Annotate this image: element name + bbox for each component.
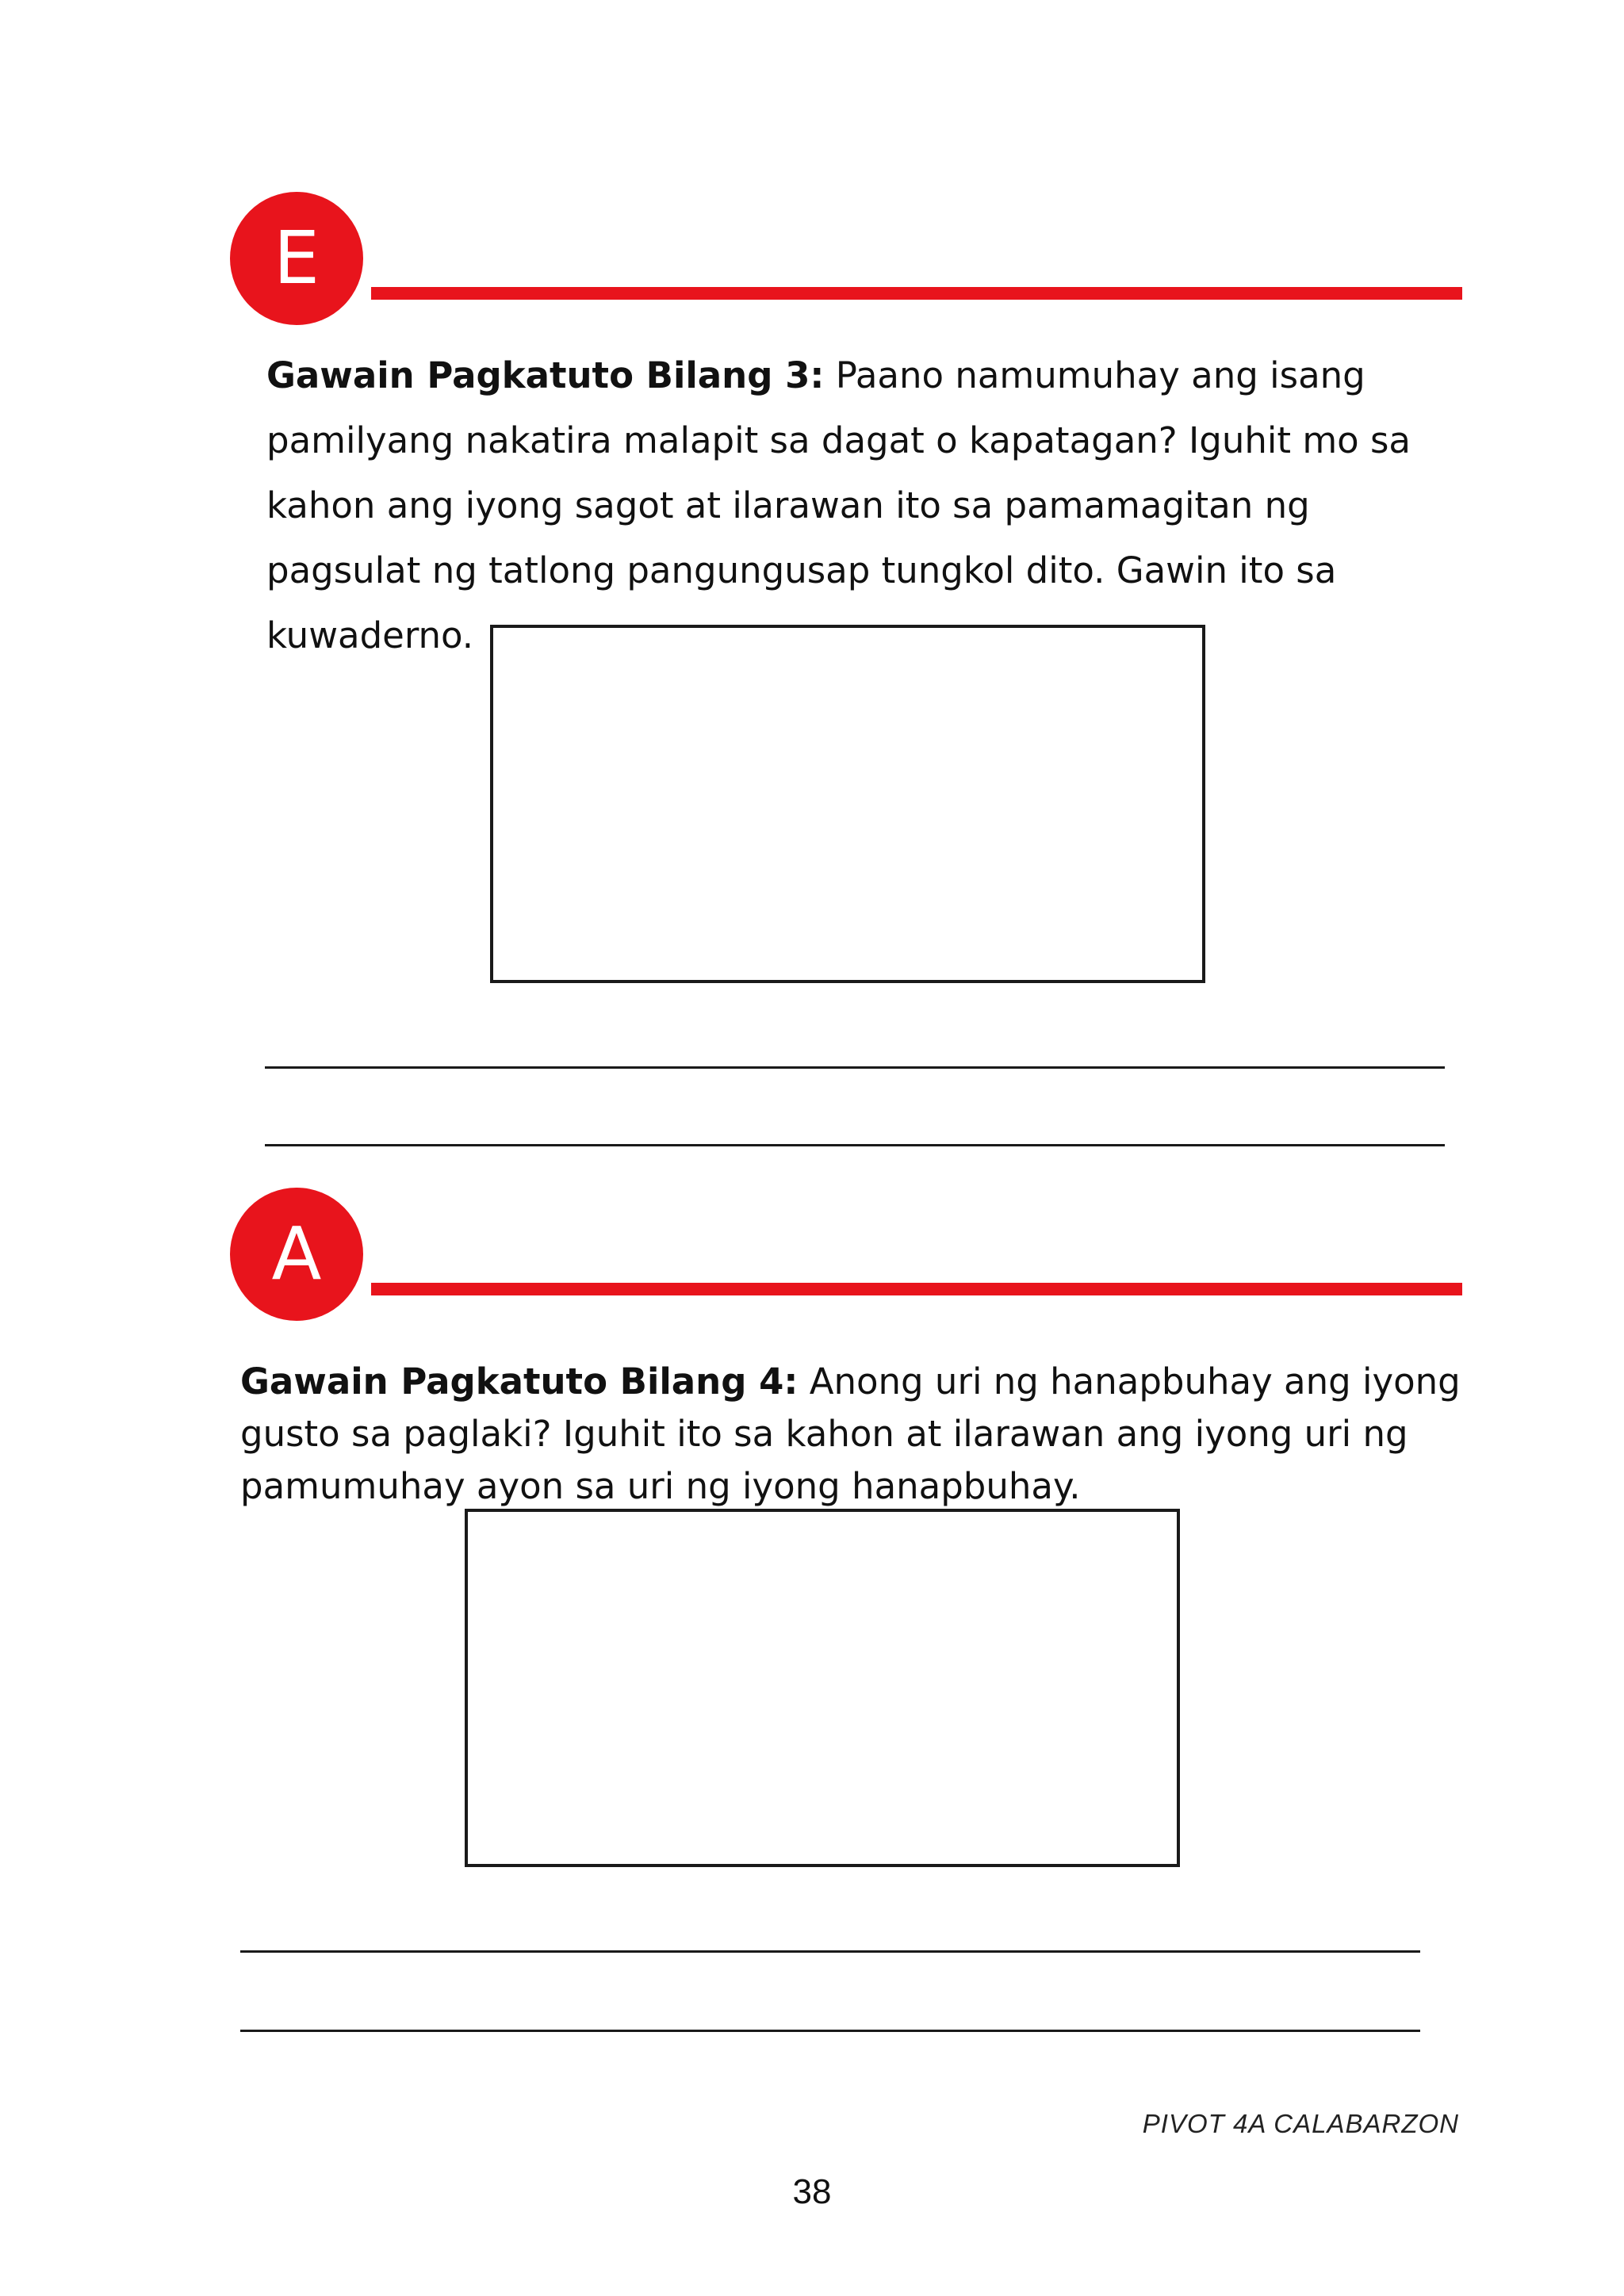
activity-3-line-1: Gawain Pagkatuto Bilang 3: Paano namumuhay ang isang (266, 354, 1365, 396)
activity-3-line-3: kahon ang iyong sagot at ilarawan ito sa pamamagitan ng (266, 484, 1310, 526)
activity-3-line-4: pagsulat ng tatlong pangungusap tungkol dito. Gawin ito sa (266, 549, 1337, 591)
section-a-badge: A (230, 1188, 363, 1321)
activity-4-line-1: Gawain Pagkatuto Bilang 4: Anong uri ng hanapbuhay ang iyong (240, 1360, 1461, 1402)
activity-4-answer-line-1[interactable] (240, 1950, 1420, 1953)
activity-4-answer-line-2[interactable] (240, 2030, 1420, 2032)
section-a-rule (371, 1283, 1462, 1295)
activity-4-line-2: gusto sa paglaki? Iguhit ito sa kahon at ilarawan ang iyong uri ng (240, 1413, 1408, 1455)
activity-3-answer-line-1[interactable] (265, 1066, 1445, 1069)
activity-4-title: Gawain Pagkatuto Bilang 4: (240, 1360, 799, 1402)
footer-brand: PIVOT 4A CALABARZON (1142, 2109, 1459, 2138)
activity-3-drawing-box[interactable] (490, 625, 1205, 983)
activity-4-text (240, 1356, 1477, 1513)
activity-3-text (266, 343, 1480, 668)
section-e-rule (371, 287, 1462, 300)
activity-3-line-2: pamilyang nakatira malapit sa dagat o kapatagan? Iguhit mo sa (266, 419, 1411, 461)
activity-3-answer-line-2[interactable] (265, 1144, 1445, 1146)
activity-3-line-5: kuwaderno. (266, 614, 474, 656)
page-number: 38 (792, 2172, 832, 2211)
activity-4-drawing-box[interactable] (465, 1509, 1180, 1867)
activity-3-title: Gawain Pagkatuto Bilang 3: (266, 354, 825, 396)
section-e-badge: E (230, 192, 363, 325)
activity-4-line-3: pamumuhay ayon sa uri ng iyong hanapbuhay. (240, 1465, 1081, 1507)
